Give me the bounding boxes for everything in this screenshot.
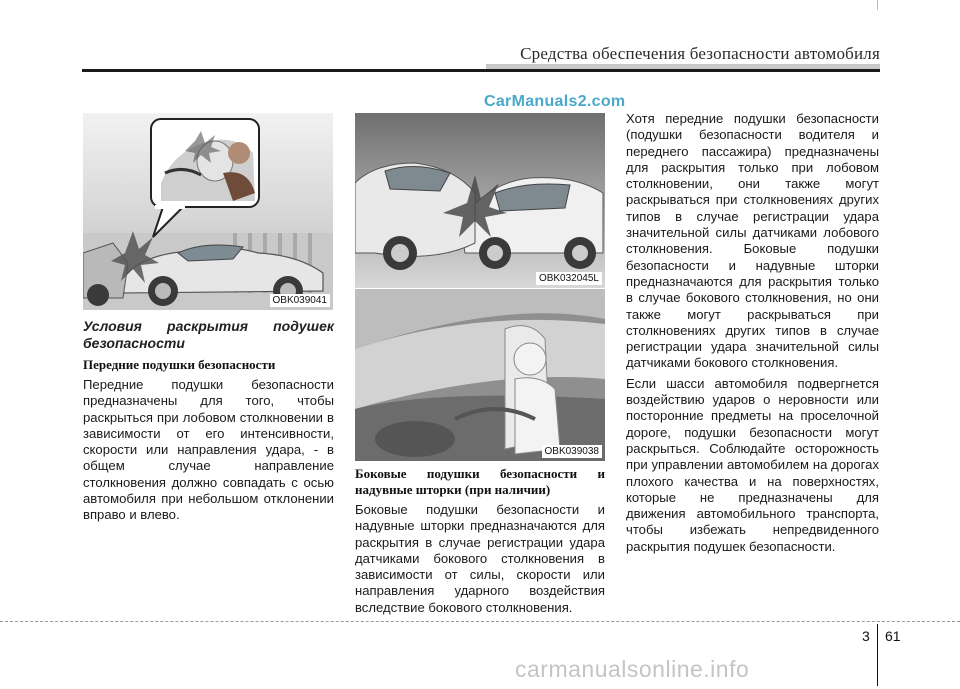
body-paragraph: Если шасси автомобиля подвергнется воздействию ударов о неровности или посторонние предметы на проселочной дороге, подушки безопасности могут раскрыться. Соблюдайте осторожность при управлении автомобилем на дорогах плохого качества и на поверхностях, которые не предназначены для движения автомобильного транспорта, чтобы избежать непредвиденного раскрытия подушек безопасности. — [626, 375, 879, 554]
subsection-heading: Передние подушки безопасности — [83, 357, 276, 372]
body-paragraph: Передние подушки безопасности предназначены для того, чтобы раскрыться при лобовом столкновении в зависимости от его интенсивности, скорости или направления удара, - в общем случае направление столкновения должно совпадать с осью автомобиля при небольшом отклонении вправо и влево. — [83, 377, 334, 523]
side-crash-illustration — [355, 113, 605, 288]
section-number: 3 — [862, 628, 870, 644]
page-header-title: Средства обеспечения безопасности автомобиля — [520, 44, 880, 63]
figure-code-label: OBK039041 — [270, 294, 331, 307]
column-middle — [355, 466, 605, 616]
figure-frontal-crash — [83, 113, 333, 310]
side-airbag-illustration — [355, 289, 605, 461]
header-rule — [82, 69, 880, 72]
column-right — [626, 111, 879, 555]
footer-rule — [0, 621, 960, 622]
crop-mark — [877, 0, 878, 10]
subsection-heading: Боковые подушки безопасности и надувные шторки (при наличии) — [355, 466, 605, 497]
figure-code-label: OBK032045L — [536, 272, 602, 285]
section-heading: Условия раскрытия подушек безопасности — [83, 318, 334, 351]
column-left — [83, 318, 334, 524]
body-paragraph: Хотя передние подушки безопасности (подушки безопасности водителя и переднего пассажира) предназначены для раскрытия только при лобовом столкновении, они также могут раскрываться при столкновениях других типов в случае регистрации удара значительной силы датчиками лобового столкновения. Боковые подушки безопасности и надувные шторки предназначаются для раскрытия только в случае бокового столкновения, но они также могут раскрываться при столкновениях других типов в случае регистрации удара значительной силы датчиками бокового столкновения. — [626, 111, 879, 371]
figure-side-airbag-interior — [355, 289, 605, 461]
watermark-top[interactable]: CarManuals2.com — [484, 93, 626, 110]
page-number: 61 — [885, 628, 901, 644]
watermark-bottom[interactable]: carmanualsonline.info — [515, 656, 750, 682]
figure-code-label: OBK039038 — [542, 445, 603, 458]
figure-side-crash — [355, 113, 605, 288]
page-number-separator — [877, 624, 878, 686]
body-paragraph: Боковые подушки безопасности и надувные шторки предназначаются для раскрытия в случае регистрации удара датчиками бокового столкновения в зависимости от силы, скорости или направления ударного воздействия вследствие бокового столкновения. — [355, 502, 605, 615]
frontal-crash-illustration — [83, 113, 333, 310]
